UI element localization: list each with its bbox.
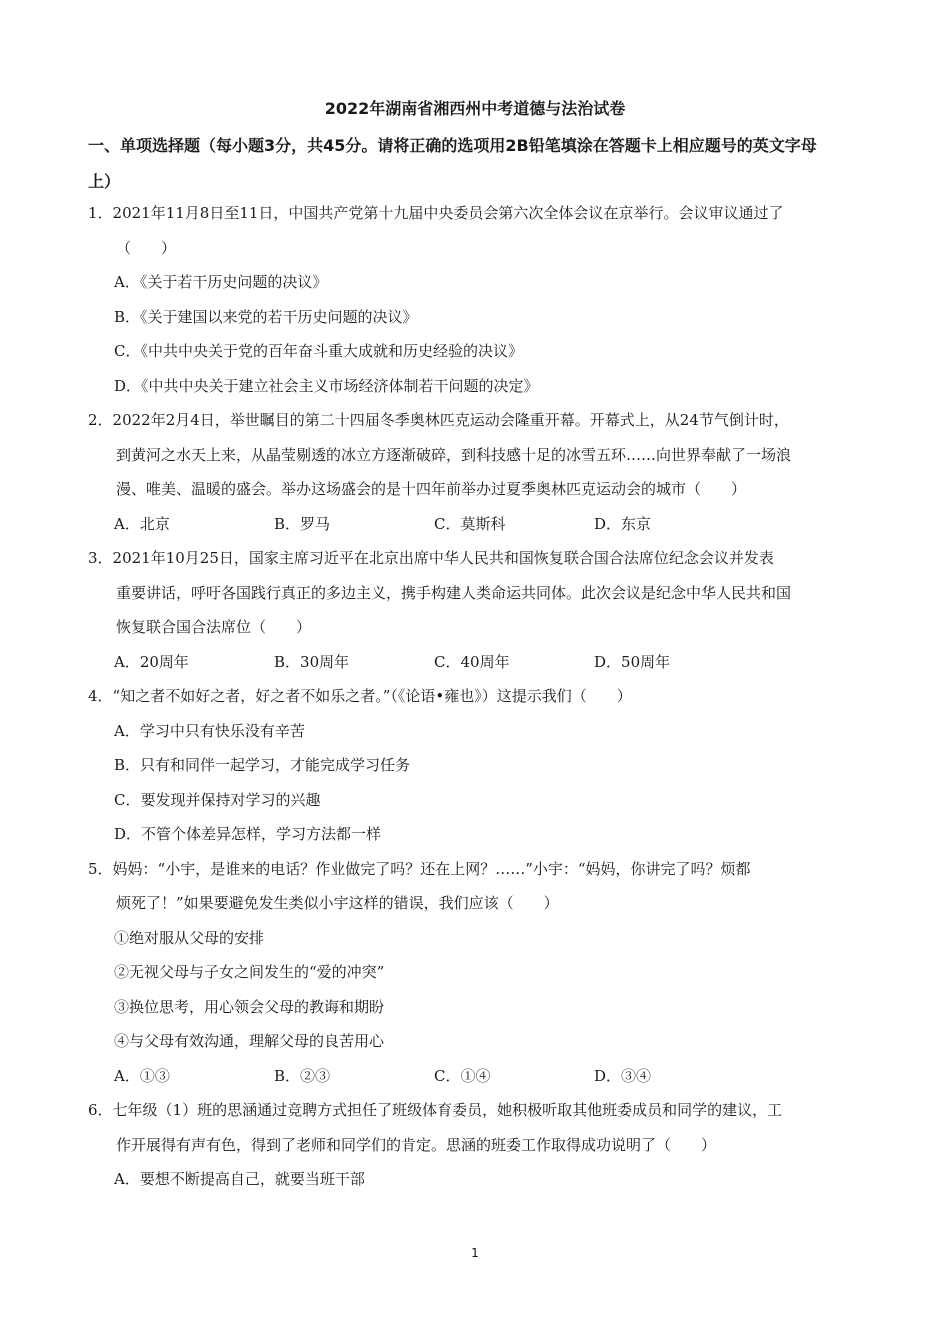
option-d: D．不管个体差异怎样，学习方法都一样 bbox=[114, 825, 382, 843]
option-d: D．东京 bbox=[594, 514, 652, 533]
statement-2: ②无视父母与子女之间发生的“爱的冲突” bbox=[114, 963, 385, 981]
question-2 bbox=[88, 403, 888, 541]
question-text: 2．2022年2月4日，举世瞩目的第二十四届冬季奥林匹克运动会隆重开幕。开幕式上，从24节气倒计时， bbox=[88, 411, 789, 429]
question-3 bbox=[88, 541, 888, 679]
question-text: 4．“知之者不如好之者，好之者不如乐之者。”（《论语•雍也》）这提示我们（ ） bbox=[88, 687, 632, 705]
question-text: 5．妈妈：“小宇，是谁来的电话？作业做完了吗？还在上网？……”小宇：“妈妈，你讲完了吗？烦都 bbox=[88, 859, 751, 878]
statement-1: ①绝对服从父母的安排 bbox=[114, 928, 265, 947]
option-d: D．50周年 bbox=[594, 652, 671, 671]
options-row bbox=[88, 1059, 888, 1094]
question-4 bbox=[88, 679, 888, 852]
statement-4: ④与父母有效沟通，理解父母的良苦用心 bbox=[114, 1032, 385, 1050]
option-c: C．要发现并保持对学习的兴趣 bbox=[114, 790, 321, 809]
option-a: A．北京 bbox=[114, 514, 170, 533]
option-b: B．《关于建国以来党的若干历史问题的决议》 bbox=[114, 307, 418, 326]
section-heading-line: 上） bbox=[88, 172, 121, 191]
question-6 bbox=[88, 1093, 888, 1197]
option-c: C．①④ bbox=[434, 1066, 491, 1085]
question-text: 作开展得有声有色，得到了老师和同学们的肯定。思涵的班委工作取得成功说明了（ ） bbox=[116, 1135, 717, 1154]
question-text: 到黄河之水天上来，从晶莹剔透的冰立方逐渐破碎，到科技感十足的冰雪五环……向世界奉献了一场浪 bbox=[116, 445, 792, 464]
section-heading bbox=[88, 128, 888, 200]
options-row bbox=[88, 645, 888, 680]
option-c: C．莫斯科 bbox=[434, 514, 506, 533]
option-d: D．③④ bbox=[594, 1066, 652, 1085]
option-b: B．30周年 bbox=[274, 652, 350, 671]
option-a: A．学习中只有快乐没有辛苦 bbox=[114, 721, 305, 740]
option-a: A．20周年 bbox=[114, 652, 189, 671]
question-text: 恢复联合国合法席位（ ） bbox=[116, 618, 312, 636]
options-row bbox=[88, 507, 888, 542]
page-number: 1 bbox=[471, 1246, 479, 1260]
question-1 bbox=[88, 196, 888, 403]
page-title: 2022年湖南省湘西州中考道德与法治试卷 bbox=[324, 99, 626, 118]
option-a: A．要想不断提高自己，就要当班干部 bbox=[114, 1170, 365, 1188]
question-text: 1．2021年11月8日至11日，中国共产党第十九届中央委员会第六次全体会议在京举行。会议审议通过了 bbox=[88, 204, 784, 222]
question-text: 漫、唯美、温暖的盛会。举办这场盛会的是十四年前举办过夏季奥林匹克运动会的城市（ ） bbox=[116, 480, 747, 498]
question-text: 3．2021年10月25日，国家主席习近平在北京出席中华人民共和国恢复联合国合法席位纪念会议并发表 bbox=[88, 549, 774, 567]
question-list bbox=[88, 196, 888, 1197]
question-text: （ ） bbox=[116, 238, 177, 257]
option-c: C．40周年 bbox=[434, 652, 510, 671]
question-text: 6．七年级（1）班的思涵通过竞聘方式担任了班级体育委员，她积极听取其他班委成员和同学的建议，工 bbox=[88, 1101, 783, 1119]
option-a: A．《关于若干历史问题的决议》 bbox=[114, 273, 328, 291]
statement-3: ③换位思考，用心领会父母的教诲和期盼 bbox=[114, 997, 385, 1016]
option-d: D．《中共中央关于建立社会主义市场经济体制若干问题的决定》 bbox=[114, 376, 539, 395]
question-text: 烦死了！”如果要避免发生类似小宇这样的错误，我们应该（ ） bbox=[116, 894, 559, 912]
question-5 bbox=[88, 852, 888, 1094]
option-b: B．只有和同伴一起学习，才能完成学习任务 bbox=[114, 756, 411, 774]
option-c: C．《中共中央关于党的百年奋斗重大成就和历史经验的决议》 bbox=[114, 342, 523, 360]
option-b: B．②③ bbox=[274, 1066, 331, 1085]
option-b: B．罗马 bbox=[274, 514, 331, 533]
question-text: 重要讲话，呼吁各国践行真正的多边主义，携手构建人类命运共同体。此次会议是纪念中华人民共和国 bbox=[116, 583, 792, 602]
option-a: A．①③ bbox=[114, 1066, 170, 1085]
section-heading-line: 一、单项选择题（每小题3分，共45分。请将正确的选项用2B铅笔填涂在答题卡上相应题号的英文字母 bbox=[88, 136, 817, 155]
